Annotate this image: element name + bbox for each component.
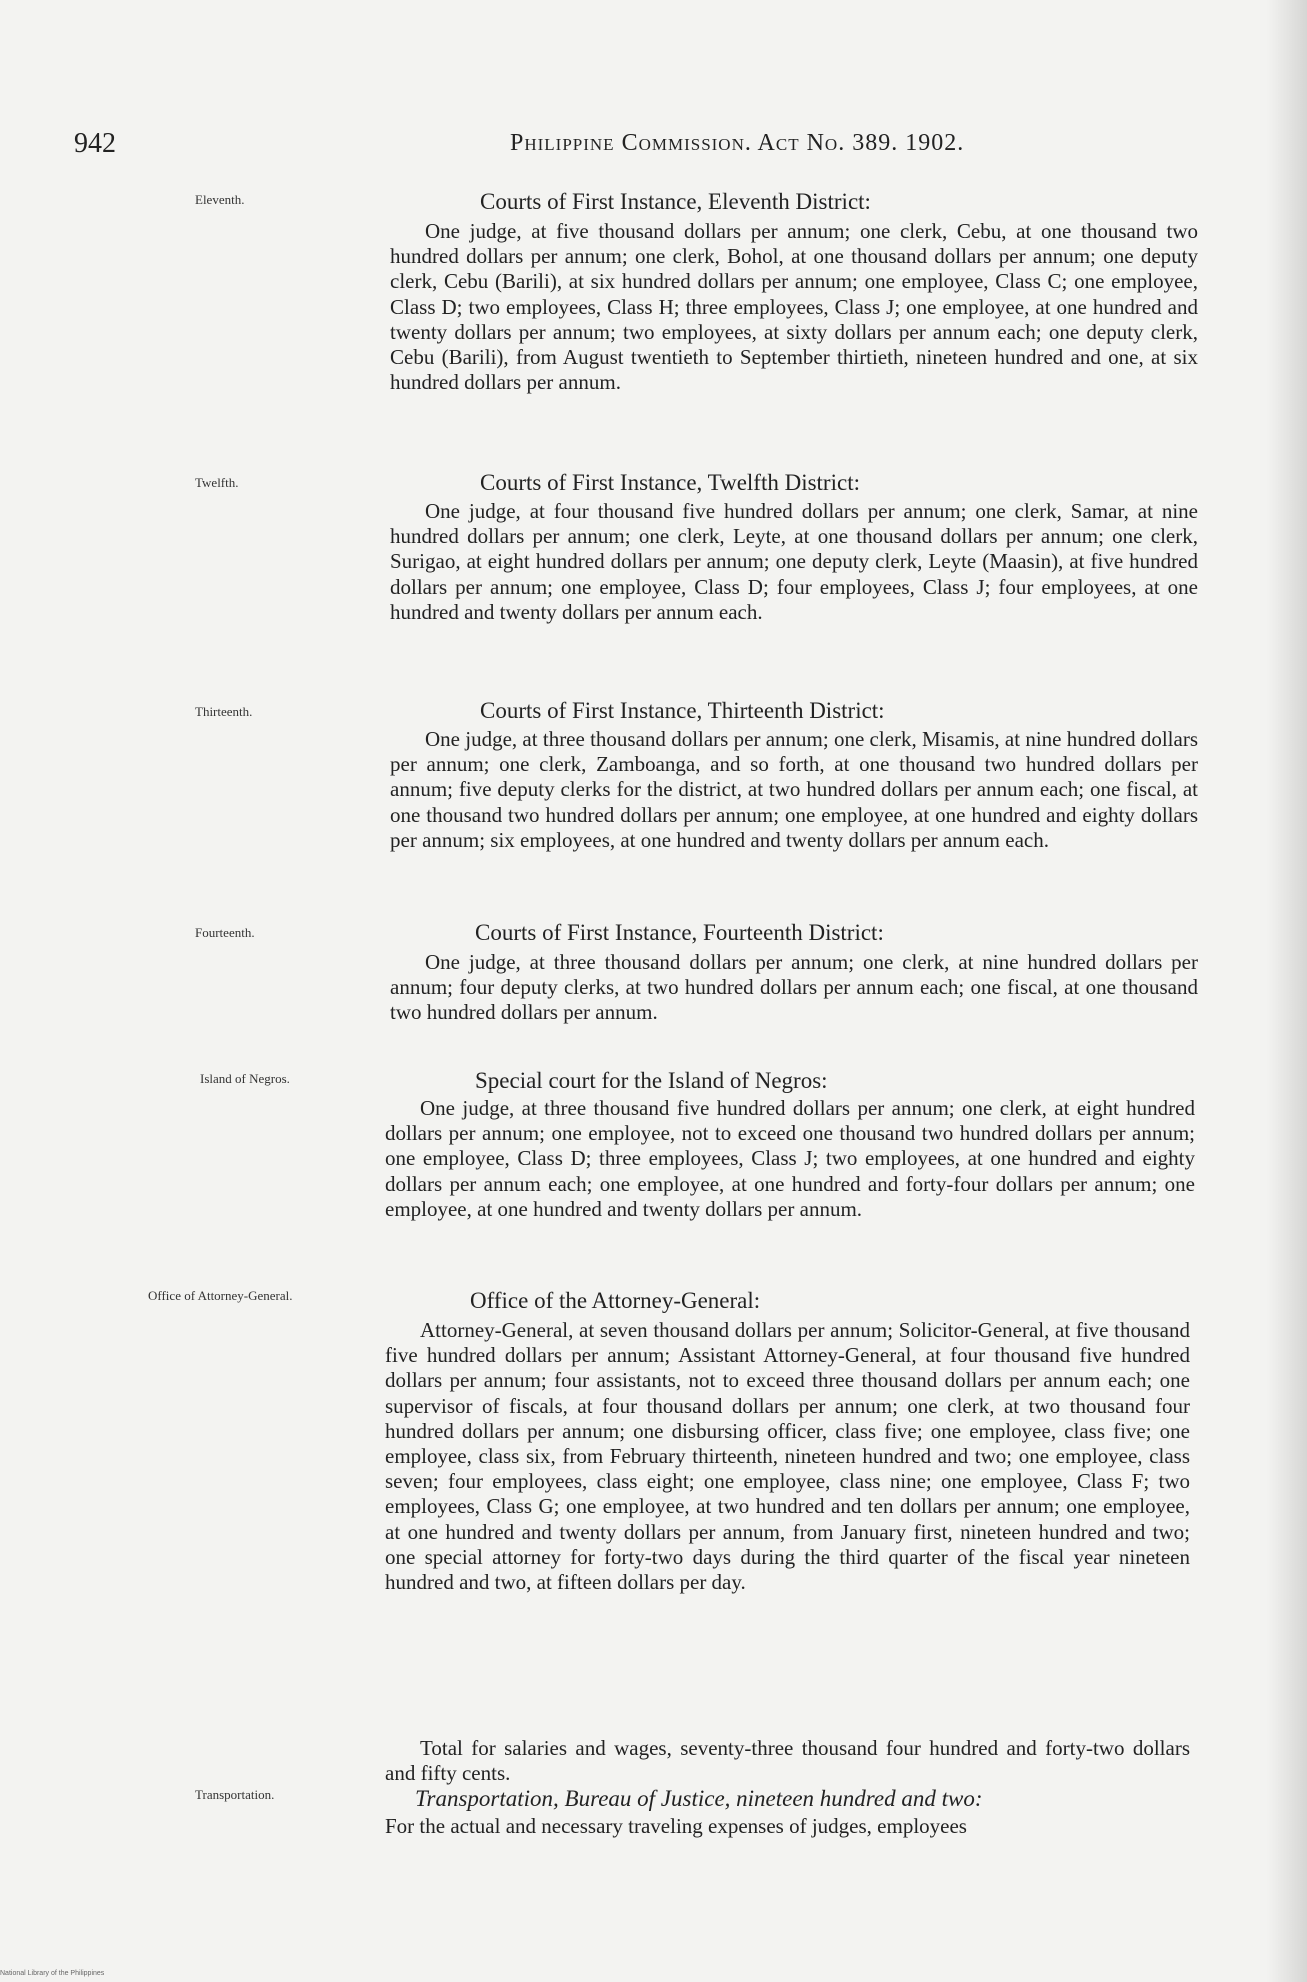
page-header (70, 128, 1110, 168)
margin-note-eleventh: Eleventh. (195, 192, 245, 207)
section-body-twelfth: One judge, at four thousand five hundred dollars per annum; one clerk, Samar, at nine hundred dollars per annum; one clerk, Leyte, at one thousand dollars per annum; one clerk, Surigao, at eight hundred dollars per annum; one deputy clerk, Leyte (Maasin), at five hundred dollars per annum; one employee, Class D; four employees, Class J; four employees, at one hundred and twenty dollars per annum each. (390, 499, 1198, 624)
margin-note-transportation: Transportation. (195, 1787, 275, 1802)
page-edge-shadow (1267, 0, 1307, 1982)
section-body-thirteenth: One judge, at three thousand dollars per annum; one clerk, Misamis, at nine hundred dollars per annum; one clerk, Zamboanga, and so forth, at one thousand two hundred dollars per annum; five deputy clerks for the district, at two hundred dollars per annum each; one fiscal, at one thousand two hundred dollars per annum; one employee, at one hundred and eighty dollars per annum; six employees, at one hundred and twenty dollars per annum each. (390, 727, 1198, 852)
running-head: Philippine Commission. Act No. 389. 1902. (510, 130, 965, 156)
section-heading-attorney-general: Office of the Attorney-General: (470, 1288, 761, 1313)
section-heading-negros: Special court for the Island of Negros: (475, 1068, 828, 1093)
section-heading-thirteenth: Courts of First Instance, Thirteenth District: (480, 698, 885, 723)
page-number: 942 (74, 128, 116, 159)
margin-note-fourteenth: Fourteenth. (195, 925, 255, 940)
section-heading-transportation: Transportation, Bureau of Justice, nineteen hundred and two: (415, 1786, 983, 1811)
section-body-attorney-general: Attorney-General, at seven thousand dollars per annum; Solicitor-General, at five thousand five hundred dollars per annum; Assistant Attorney-General, at four thousand five hundred dollars per annum; four assistants, not to exceed three thousand dollars per annum each; one supervisor of fiscals, at four thousand dollars per annum; one clerk, at two thousand four hundred dollars per annum; one disbursing officer, class five; one employee, class five; one employee, class six, from February thirteenth, nineteen hundred and two; one employee, class seven; four employees, class eight; one employee, class nine; one employee, Class F; two employees, Class G; one employee, at two hundred and ten dollars per annum; one employee, at one hundred and twenty dollars per annum, from January first, nineteen hundred and two; one special attorney for forty-two days during the third quarter of the fiscal year nineteen hundred and two, at fifteen dollars per day. (385, 1318, 1190, 1595)
section-body-negros: One judge, at three thousand five hundred dollars per annum; one clerk, at eight hundred dollars per annum; one employee, not to exceed one thousand two hundred dollars per annum; one employee, Class D; three employees, Class J; two employees, at one hundred and eighty dollars per annum each; one employee, at one hundred and forty-four dollars per annum; one employee, at one hundred and twenty dollars per annum. (385, 1096, 1195, 1221)
section-body-eleventh: One judge, at five thousand dollars per annum; one clerk, Cebu, at one thousand two hundred dollars per annum; one clerk, Bohol, at one thousand dollars per annum; one deputy clerk, Cebu (Barili), at six hundred dollars per annum; one employee, Class C; one employee, Class D; two employees, Class H; three employees, Class J; one employee, at one hundred and twenty dollars per annum; two employees, at sixty dollars per annum each; one deputy clerk, Cebu (Barili), from August twentieth to September thirtieth, nineteen hundred and one, at six hundred dollars per annum. (390, 219, 1198, 395)
footer-credit: National Library of the Philippines (0, 1970, 105, 1977)
section-body-fourteenth: One judge, at three thousand dollars per annum; one clerk, at nine hundred dollars per annum; four deputy clerks, at two hundred dollars per annum each; one fiscal, at one thousand two hundred dollars per annum. (390, 950, 1198, 1025)
section-heading-twelfth: Courts of First Instance, Twelfth District: (480, 470, 860, 495)
margin-note-attorney-general: Office of Attorney-General. (148, 1288, 293, 1303)
margin-note-thirteenth: Thirteenth. (195, 704, 253, 719)
section-total-attorney-general: Total for salaries and wages, seventy-three thousand four hundred and forty-two dollars and fifty cents. (385, 1736, 1190, 1786)
section-heading-eleventh: Courts of First Instance, Eleventh District: (480, 189, 871, 214)
section-heading-fourteenth: Courts of First Instance, Fourteenth District: (475, 920, 884, 945)
margin-note-twelfth: Twelfth. (195, 475, 239, 490)
section-body-transportation: For the actual and necessary traveling expenses of judges, employees (385, 1814, 967, 1838)
margin-note-negros: Island of Negros. (200, 1071, 290, 1086)
